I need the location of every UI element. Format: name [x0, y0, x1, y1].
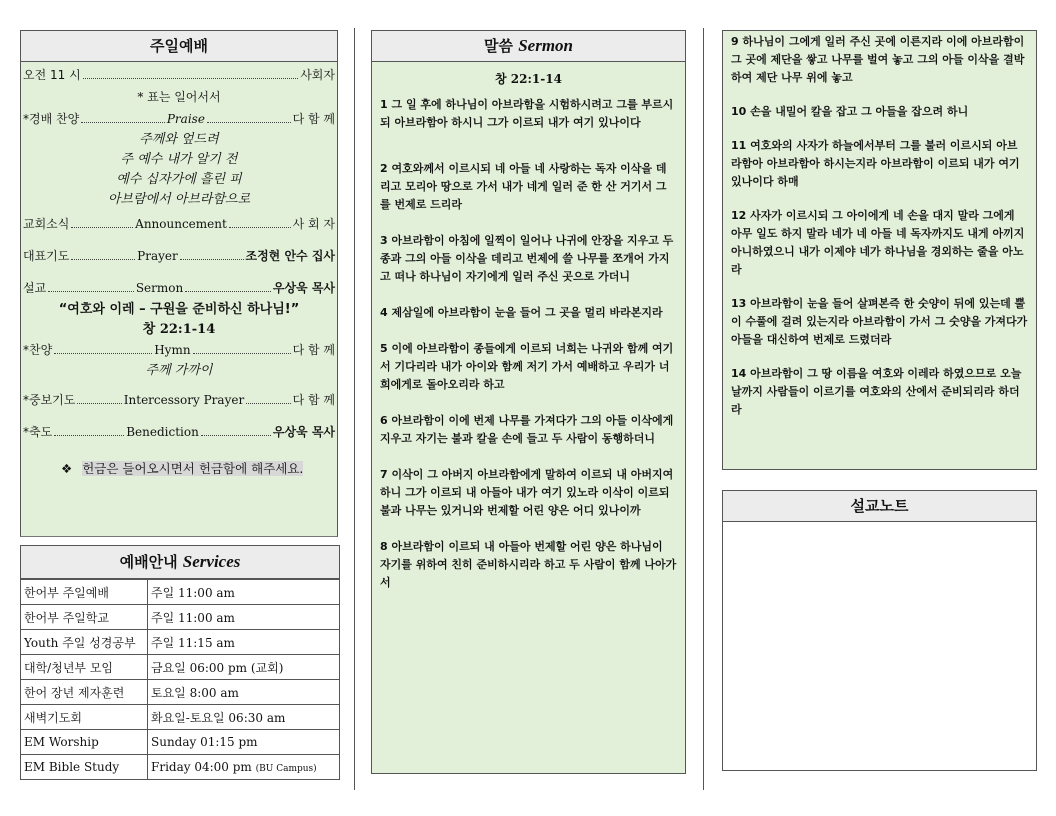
services-section: [20, 545, 338, 780]
leader-dots: [71, 213, 133, 228]
service-name: 한어 장년 제자훈련: [21, 680, 148, 705]
order-leader: 사회자: [300, 68, 335, 82]
praise-songs: [21, 130, 337, 210]
column-divider-1: [354, 28, 355, 790]
leader-dots: [185, 277, 271, 292]
service-time: 주일 11:00 am: [148, 605, 340, 630]
leader-dots: [54, 339, 152, 354]
service-location: (BU Campus): [255, 764, 317, 774]
table-row: [21, 605, 340, 630]
service-name: EM Bible Study: [21, 755, 148, 780]
order-label: *찬양: [23, 343, 53, 357]
sermon-text: [371, 62, 686, 774]
table-row: [21, 630, 340, 655]
verse: 12 사자가 이르시되 그 아이에게 네 손을 대지 말라 그에게 아무 일도 하지 말라 네가 네 아들 네 독자까지도 내게 아끼지 아니하였으니 내가 이제야 네가 하나님을 경외하는 줄을 아노라: [731, 209, 1025, 276]
order-row-sermon: [21, 277, 337, 299]
leader-dots: [77, 389, 121, 404]
order-english: Intercessory Prayer: [123, 393, 245, 407]
worship-column: [20, 30, 338, 780]
leader-dots: [83, 64, 299, 79]
order-row-hymn: [21, 339, 337, 361]
order-row-intercessory: [21, 389, 337, 411]
order-leader: 다 함 께: [292, 343, 336, 357]
verse: 13 아브라함이 눈을 들어 살펴본즉 한 숫양이 뒤에 있는데 뿔이 수풀에 걸려 있는지라 아브라함이 가서 그 숫양을 가져다가 아들을 대신하여 번제로 드렸더라: [731, 297, 1028, 346]
verse: 7 이삭이 그 아버지 아브라함에게 말하여 이르되 내 아버지여 하니 그가 이르되 내 아들아 내가 여기 있노라 이삭이 이르되 불과 나무는 있거니와 번제할 어린 양은 어디 있나이까: [380, 468, 674, 517]
verse: 4 제삼일에 아브라함이 눈을 들어 그 곳을 멀리 바라본지라: [380, 306, 663, 319]
order-leader: 조정현 안수 집사: [245, 249, 336, 263]
sermon-text-continued: [722, 30, 1037, 470]
table-row: [21, 705, 340, 730]
praise-song: 주께와 엎드려: [139, 132, 219, 147]
order-row-benediction: [21, 421, 337, 443]
column-divider-2: [703, 28, 704, 790]
services-title-en: Services: [182, 552, 241, 571]
order-row-announcement: [21, 213, 337, 235]
order-leader: 우상욱 목사: [272, 425, 335, 439]
service-name: EM Worship: [21, 730, 148, 755]
verse: 8 아브라함이 이르되 내 아들아 번제할 어린 양은 하나님이 자기를 위하여 친히 준비하시리라 하고 두 사람이 함께 나아가서: [380, 540, 677, 589]
order-row-praise: [21, 108, 337, 130]
service-time: 토요일 8:00 am: [148, 680, 340, 705]
service-time: Friday 04:00 pm: [151, 760, 252, 774]
order-label: *중보기도: [23, 393, 76, 407]
sermon-title: “여호와 이레 – 구원을 준비하신 하나님!”: [58, 302, 300, 317]
order-leader: 사 회 자: [292, 217, 336, 231]
leader-dots: [246, 389, 290, 404]
order-english: Announcement: [135, 217, 227, 231]
table-row: [21, 730, 340, 755]
leader-dots: [207, 108, 291, 123]
service-name: 새벽기도회: [21, 705, 148, 730]
sermon-header: [371, 30, 686, 62]
service-name: 대학/청년부 모임: [21, 655, 148, 680]
order-label: 오전 11 시: [23, 68, 81, 82]
verse: 1 그 일 후에 하나님이 아브라함을 시험하시려고 그를 부르시되 아브라함아 하시니 그가 이르되 내가 여기 있나이다: [380, 98, 674, 129]
order-english: Praise: [166, 112, 205, 126]
order-row-prayer: [21, 245, 337, 267]
verse: 9 하나님이 그에게 일러 주신 곳에 이른지라 이에 아브라함이 그 곳에 제단을 쌓고 나무를 벌여 놓고 그의 아들 이삭을 결박하여 제단 나무 위에 놓고: [731, 35, 1025, 84]
service-name: Youth 주일 성경공부: [21, 630, 148, 655]
leader-dots: [229, 213, 291, 228]
praise-song: 예수 십자가에 흘린 피: [116, 172, 242, 187]
praise-song: 아브람에서 아브라함으로: [107, 192, 251, 207]
leader-dots: [81, 108, 165, 123]
service-name: 한어부 주일예배: [21, 580, 148, 605]
notes-title: 설교노트: [850, 497, 909, 515]
notes-area[interactable]: [722, 522, 1037, 771]
verse: 5 이에 아브라함이 종들에게 이르되 너희는 나귀와 함께 여기서 기다리라 내가 아이와 함께 저기 가서 예배하고 우리가 너희에게로 돌아오리라 하고: [380, 342, 674, 391]
notes-section: [722, 490, 1037, 771]
verse: 11 여호와의 사자가 하늘에서부터 그를 불러 이르시되 아브라함아 아브라함아 하시는지라 아브라함이 이르되 내가 여기 있나이다 하매: [731, 139, 1020, 188]
verse: 2 여호와께서 이르시되 네 아들 네 사랑하는 독자 이삭을 데리고 모리아 땅으로 가서 내가 네게 일러 준 한 산 거기서 그를 번제로 드리라: [380, 162, 667, 211]
leader-dots: [71, 245, 135, 260]
sermon-title-ko: 말씀: [483, 37, 513, 55]
worship-header: [20, 30, 338, 62]
order-label: 설교: [23, 281, 47, 295]
table-row: [21, 680, 340, 705]
offering-note: 헌금은 들어오시면서 헌금함에 해주세요.: [82, 461, 304, 476]
order-english: Hymn: [154, 343, 191, 357]
order-label: 대표기도: [23, 249, 70, 263]
services-title-ko: 예배안내: [119, 553, 178, 571]
sermon-title-en: Sermon: [518, 36, 573, 55]
service-time: 주일 11:00 am: [148, 580, 340, 605]
order-label: *경배 찬양: [23, 112, 80, 126]
order-leader: 다 함 께: [292, 393, 335, 407]
leader-dots: [180, 245, 244, 260]
service-time: 주일 11:15 am: [148, 630, 340, 655]
scripture-reference: 창 22:1-14: [495, 72, 562, 86]
verse: 10 손을 내밀어 칼을 잡고 그 아들을 잡으려 하니: [731, 105, 969, 118]
verse: 14 아브라함이 그 땅 이름을 여호와 이레라 하였으므로 오늘날까지 사람들이 이르기를 여호와의 산에서 준비되리라 하더라: [731, 367, 1022, 416]
order-leader: 다 함 께: [292, 112, 335, 126]
hymn-title: 주께 가까이: [145, 363, 213, 378]
verse: 6 아브라함이 이에 번제 나무를 가져다가 그의 아들 이삭에게 지우고 자기는 불과 칼을 손에 들고 두 사람이 동행하더니: [380, 414, 674, 445]
order-english: Prayer: [137, 249, 178, 263]
notes-column: [722, 30, 1037, 771]
order-label: *축도: [23, 425, 53, 439]
order-leader: 우상욱 목사: [272, 281, 335, 295]
services-table: [20, 579, 340, 780]
services-header: [20, 545, 340, 579]
offering-notice: [61, 459, 337, 477]
order-label: 교회소식: [23, 217, 70, 231]
service-time: 화요일-토요일 06:30 am: [148, 705, 340, 730]
sermon-column: [371, 30, 686, 774]
sermon-reference: 창 22:1-14: [142, 322, 216, 337]
order-english: Sermon: [135, 281, 184, 295]
service-name: 한어부 주일학교: [21, 605, 148, 630]
diamond-bullet-icon: ❖: [61, 461, 73, 476]
notes-header: [722, 490, 1037, 522]
order-english: Benediction: [126, 425, 199, 439]
table-row: [21, 655, 340, 680]
table-row: [21, 580, 340, 605]
leader-dots: [54, 421, 124, 436]
standing-note: * 표는 일어서서: [137, 90, 221, 104]
leader-dots: [48, 277, 134, 292]
leader-dots: [193, 339, 291, 354]
service-time-cell: [148, 755, 340, 780]
order-row-opening: [21, 64, 337, 86]
leader-dots: [201, 421, 271, 436]
worship-title: 주일예배: [150, 37, 208, 55]
praise-song: 주 예수 내가 알기 전: [120, 152, 238, 167]
verse: 3 아브라함이 아침에 일찍이 일어나 나귀에 안장을 지우고 두 종과 그의 아들 이삭을 데리고 번제에 쓸 나무를 쪼개어 가지고 떠나 하나님이 자기에게 일러 주신 곳으로 가더니: [380, 234, 674, 283]
service-time: Sunday 01:15 pm: [148, 730, 340, 755]
worship-order: [20, 62, 338, 537]
service-time: 금요일 06:00 pm (교회): [148, 655, 340, 680]
table-row: [21, 755, 340, 780]
